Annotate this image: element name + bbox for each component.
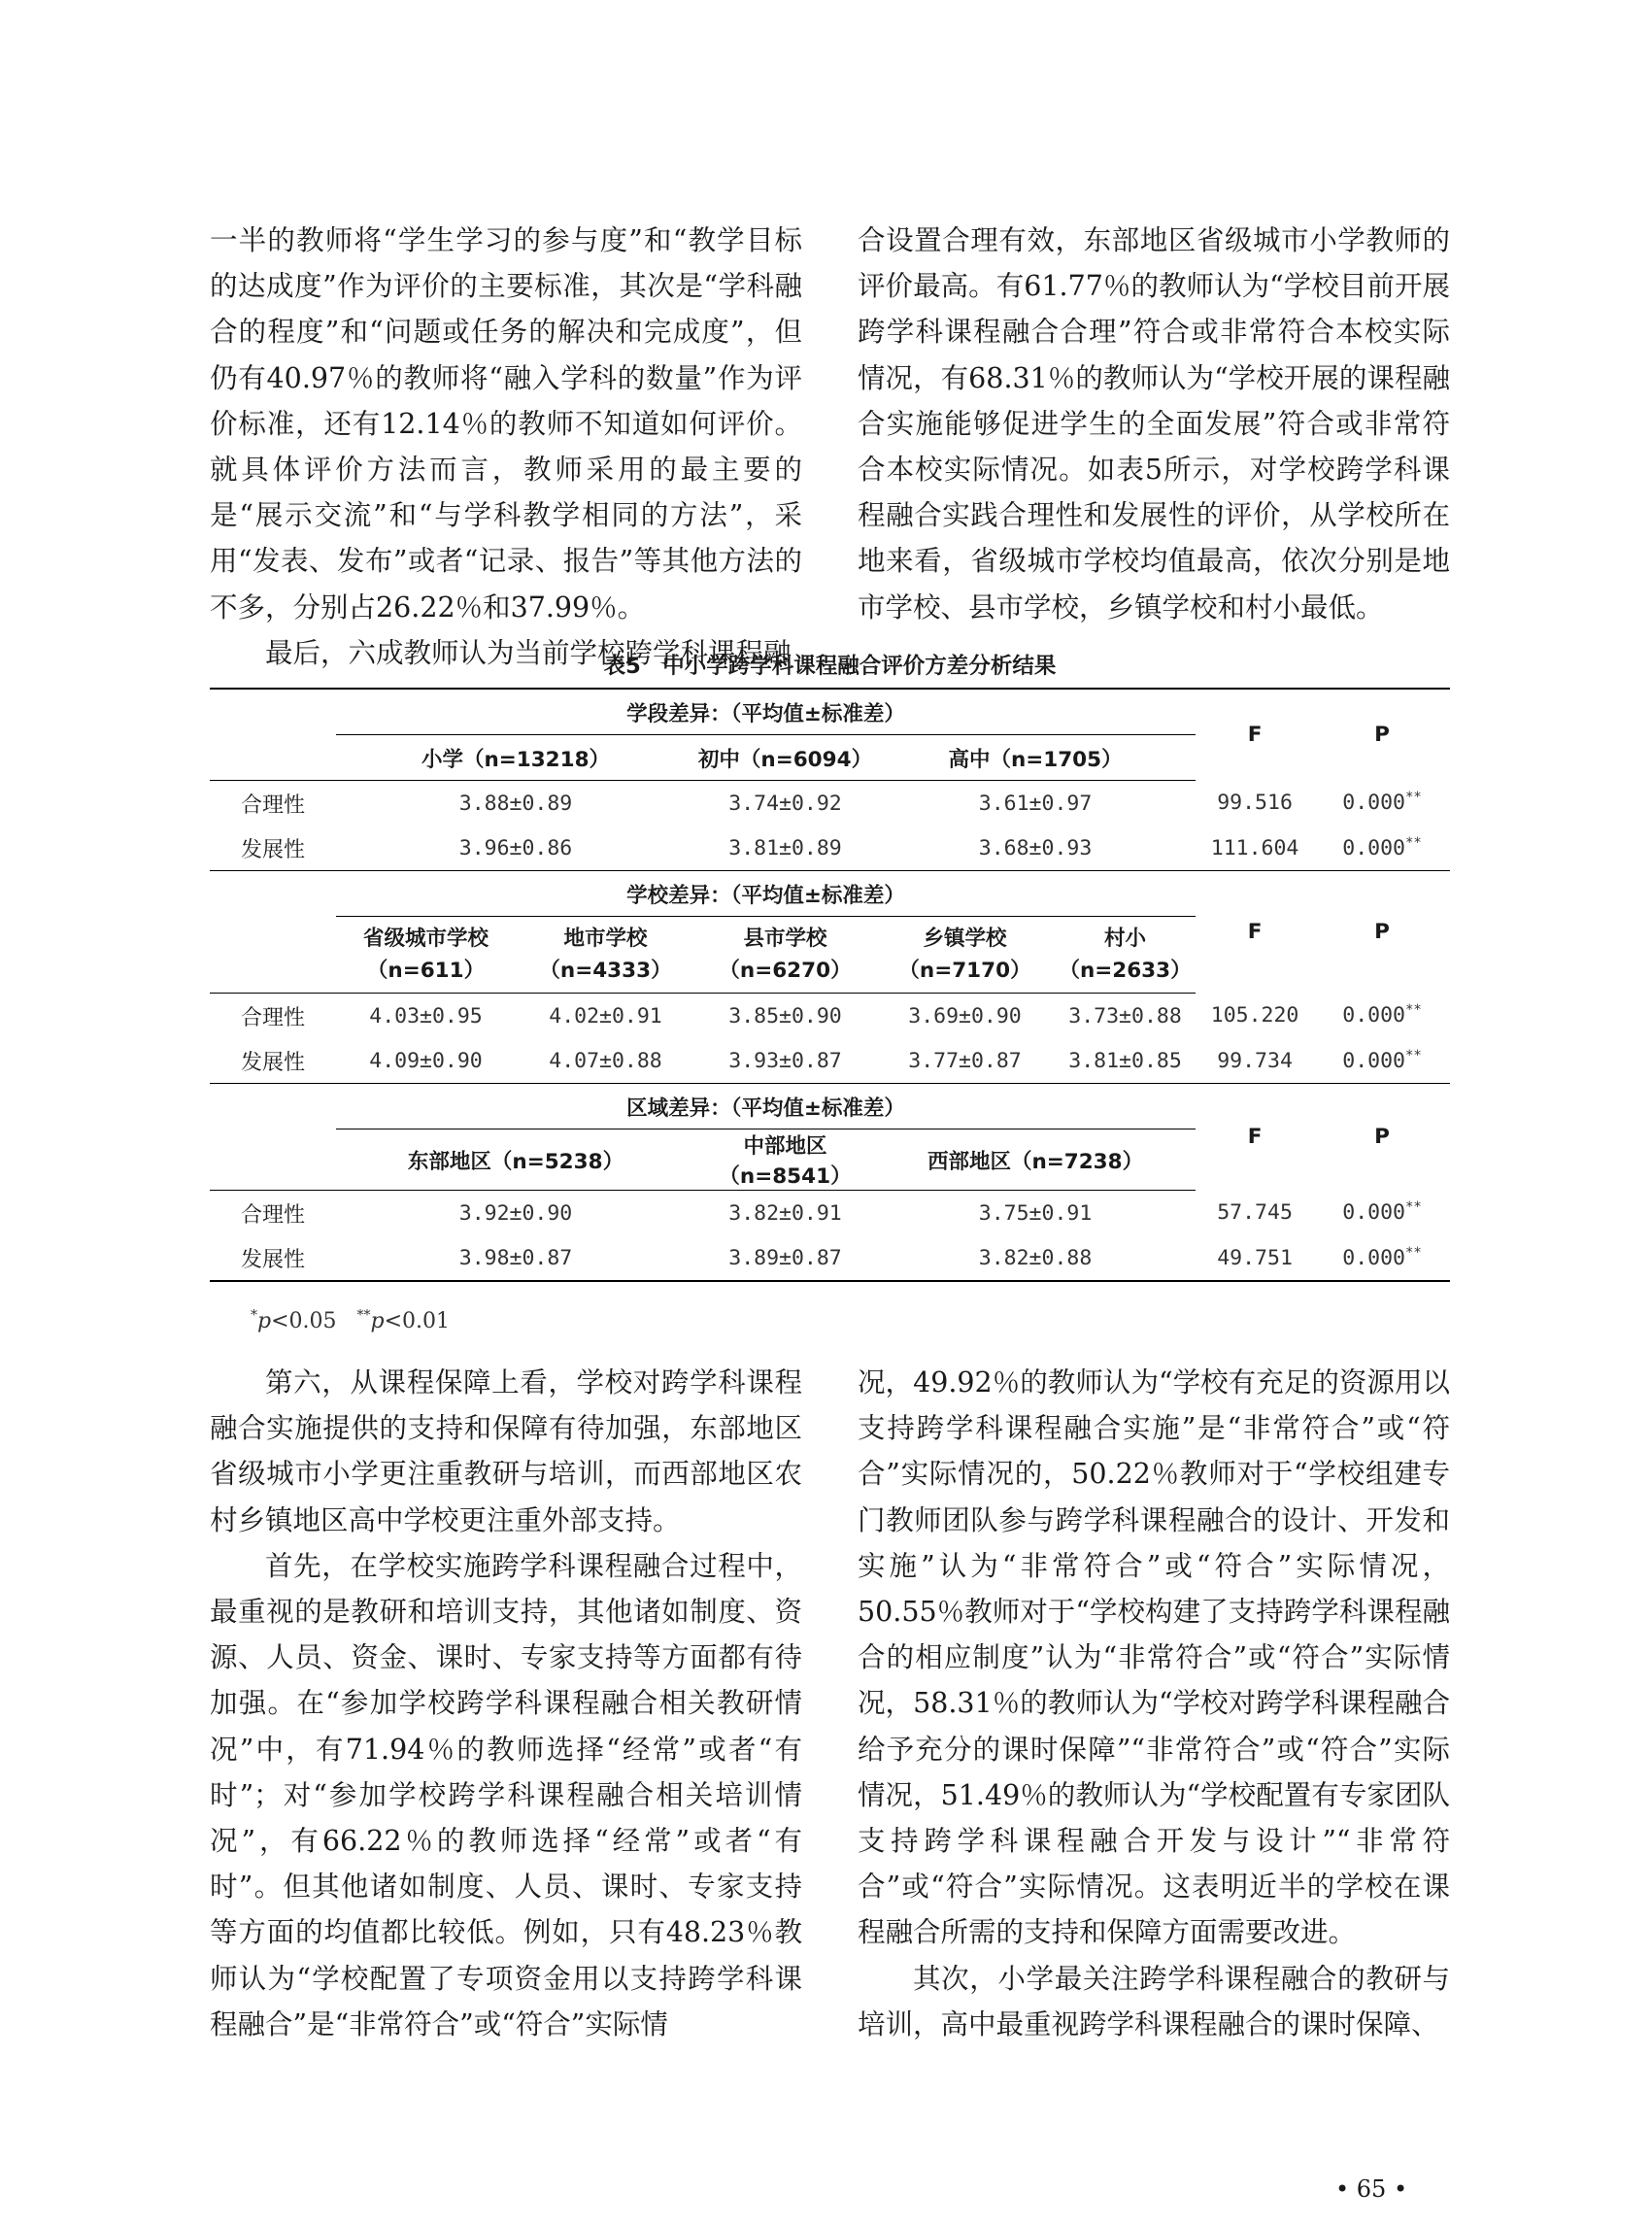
- school-col-header: 省级城市学校 （n=611）: [336, 917, 516, 994]
- f-value: 111.604: [1210, 835, 1299, 860]
- table-cell: 4.03±0.95: [369, 1003, 483, 1028]
- p-value: 0.000**: [1314, 1235, 1450, 1281]
- sig-mark: **: [1405, 1244, 1422, 1261]
- table-cell: 3.77±0.87: [908, 1048, 1022, 1073]
- table-cell: 3.88±0.89: [458, 791, 573, 816]
- stage-col-header: 高中（n=1705）: [875, 735, 1196, 781]
- p-header: P: [1314, 1084, 1450, 1191]
- school-col-header: 村小 （n=2633）: [1055, 917, 1196, 994]
- paragraph: 首先，在学校实施跨学科课程融合过程中，最重视的是教研和培训支持，其他诸如制度、资源、人员、资金、课时、专家支持等方面都有待加强。在“参加学校跨学科课程融合相关教研情况”中，有71.94％的教师选择“经常”或者“有时”；对“参加学校跨学科课程融合相关培训情况”，有66.22％的教师选择“经常”或者“有时”。但其他诸如制度、人员、课时、专家支持等方面的均值都比较低。例如，只有48.23％教师认为“学校配置了专项资金用以支持跨学科课程融合”是“非常符合”或“符合”实际情: [210, 1549, 802, 2040]
- table-cell: 3.92±0.90: [458, 1200, 573, 1226]
- page-number: • 65 •: [1335, 2175, 1408, 2203]
- table-cell: 3.74±0.92: [728, 791, 842, 816]
- paragraph: 其次，小学最关注跨学科课程融合的教研与培训，高中最重视跨学科课程融合的课时保障、: [858, 1962, 1450, 2040]
- f-header: F: [1196, 1084, 1314, 1191]
- table-cell: 3.85±0.90: [728, 1003, 842, 1028]
- paragraph: 一半的教师将“学生学习的参与度”和“教学目标的达成度”作为评价的主要标准，其次是“学科融合的程度”和“问题或任务的解决和完成度”，但仍有40.97％的教师将“融入学科的数量”作为评价标准，还有12.14％的教师不知道如何评价。就具体评价方法而言，教师采用的最主要的是“展示交流”和“与学科教学相同的方法”，采用“发表、发布”或者“记录、报告”等其他方法的不多，分别占26.22％和37.99％。: [210, 224, 802, 624]
- f-header: F: [1196, 689, 1314, 781]
- region-section-title: 区域差异：（平均值±标准差）: [336, 1084, 1196, 1129]
- sig-mark: **: [1405, 790, 1422, 806]
- f-header: F: [1196, 871, 1314, 994]
- table-cell: 3.81±0.89: [728, 835, 842, 860]
- p-value: 0.000**: [1342, 834, 1422, 860]
- stage-col-header: 初中（n=6094）: [695, 735, 875, 781]
- f-value: 99.516: [1217, 791, 1293, 816]
- sig-mark: **: [1405, 834, 1422, 851]
- table-cell: 4.09±0.90: [369, 1048, 483, 1073]
- stage-section-title: 学段差异：（平均值±标准差）: [336, 689, 1196, 735]
- row-label: 合理性: [240, 1005, 305, 1030]
- column-bottom-right: [858, 1360, 1450, 2047]
- stage-col-header: 小学（n=13218）: [336, 735, 695, 781]
- table-cell: 3.82±0.91: [728, 1200, 842, 1226]
- table-cell: 3.96±0.86: [458, 835, 573, 860]
- row-label: 合理性: [240, 792, 305, 818]
- table-cell: 3.89±0.87: [695, 1235, 875, 1281]
- column-bottom-left: [210, 1360, 802, 2047]
- sig-mark: **: [1405, 1199, 1422, 1216]
- row-label: 发展性: [240, 1050, 305, 1075]
- p-value: 0.000**: [1342, 1047, 1422, 1073]
- school-section-title: 学校差异：（平均值±标准差）: [336, 871, 1196, 917]
- p-header: P: [1314, 871, 1450, 994]
- sig-mark: **: [1405, 1002, 1422, 1019]
- table-caption: 表5 中小学跨学科课程融合评价方差分析结果: [603, 654, 1057, 679]
- paragraph: 合设置合理有效，东部地区省级城市小学教师的评价最高。有61.77％的教师认为“学校目前开展跨学科课程融合合理”符合或非常符合本校实际情况，有68.31％的教师认为“学校开展的课程融合实施能够促进学生的全面发展”符合或非常符合本校实际情况。如表5所示，对学校跨学科课程融合实践合理性和发展性的评价，从学校所在地来看，省级城市学校均值最高，依次分别是地市学校、县市学校，乡镇学校和村小最低。: [858, 224, 1450, 624]
- p-value: 0.000**: [1342, 1002, 1422, 1028]
- p-header: P: [1314, 689, 1450, 781]
- school-col-header: 乡镇学校 （n=7170）: [875, 917, 1055, 994]
- region-col-header: 西部地区（n=7238）: [875, 1129, 1196, 1191]
- table-cell: 4.02±0.91: [549, 1003, 662, 1028]
- region-col-header: 东部地区（n=5238）: [336, 1129, 695, 1191]
- table-cell: 4.07±0.88: [549, 1048, 662, 1073]
- p-value: 0.000**: [1342, 1199, 1422, 1226]
- f-value: 105.220: [1210, 1003, 1299, 1028]
- table-cell: 3.98±0.87: [336, 1235, 695, 1281]
- paragraph: 况，49.92％的教师认为“学校有充足的资源用以支持跨学科课程融合实施”是“非常符合”或“符合”实际情况的，50.22％教师对于“学校组建专门教师团队参与跨学科课程融合的设计、开发和实施”认为“非常符合”或“符合”实际情况，50.55％教师对于“学校构建了支持跨学科课程融合的相应制度”认为“非常符合”或“符合”实际情况，58.31％的教师认为“学校对跨学科课程融合给予充分的课时保障”“非常符合”或“符合”实际情况，51.49％的教师认为“学校配置有专家团队支持跨学科课程融合开发与设计”“非常符合”或“符合”实际情况。这表明近半的学校在课程融合所需的支持和保障方面需要改进。: [858, 1366, 1450, 1949]
- table-5: [210, 688, 1450, 1282]
- school-col-header: 地市学校 （n=4333）: [516, 917, 695, 994]
- paragraph: 最后，六成教师认为当前学校跨学科课程融: [265, 636, 792, 669]
- sig-mark: **: [1405, 1047, 1422, 1063]
- row-label: 发展性: [240, 837, 305, 862]
- column-top-left: [210, 218, 802, 676]
- column-top-right: [858, 218, 1450, 630]
- school-col-header: 县市学校 （n=6270）: [695, 917, 875, 994]
- table-cell: 3.73±0.88: [1068, 1003, 1182, 1028]
- table-cell: 3.81±0.85: [1068, 1048, 1182, 1073]
- p-value: 0.000**: [1342, 790, 1422, 816]
- row-label: 合理性: [240, 1202, 305, 1228]
- table-cell: 3.69±0.90: [908, 1003, 1022, 1028]
- table-cell: 3.75±0.91: [978, 1200, 1093, 1226]
- table-cell: 3.68±0.93: [978, 835, 1093, 860]
- table-cell: 3.93±0.87: [728, 1048, 842, 1073]
- paragraph: 第六，从课程保障上看，学校对跨学科课程融合实施提供的支持和保障有待加强，东部地区省级城市小学更注重教研与培训，而西部地区农村乡镇地区高中学校更注重外部支持。: [210, 1366, 802, 1536]
- table-footnote: *p<0.05 **p<0.01: [251, 1307, 451, 1333]
- f-value: 49.751: [1196, 1235, 1314, 1281]
- table-cell: 3.82±0.88: [875, 1235, 1196, 1281]
- region-col-header: 中部地区（n=8541）: [695, 1129, 875, 1191]
- row-label: 发展性: [210, 1235, 336, 1281]
- f-value: 57.745: [1217, 1200, 1293, 1226]
- table-cell: 3.61±0.97: [978, 791, 1093, 816]
- f-value: 99.734: [1217, 1048, 1293, 1073]
